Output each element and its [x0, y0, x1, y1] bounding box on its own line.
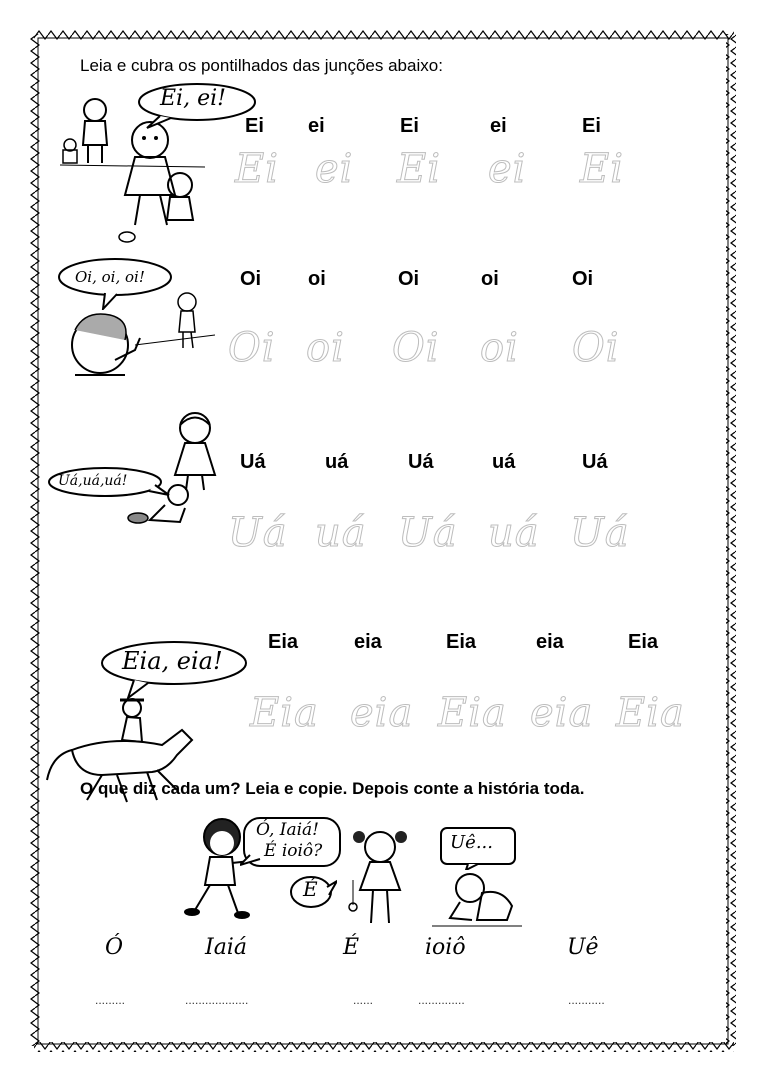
speech-bubble-girl-text: É: [303, 877, 318, 901]
speech-bubble-eia-text: Eia, eia!: [122, 647, 223, 675]
copy-line-2[interactable]: ...................: [185, 993, 249, 1007]
trace-eia-4: eia: [530, 690, 594, 736]
trace-ua-4: uá: [488, 510, 540, 556]
copy-line-1[interactable]: .........: [95, 993, 126, 1007]
word-ei-5: Ei: [582, 115, 601, 137]
trace-eia-5: Eia: [616, 690, 685, 736]
crawling-baby-illustration: [432, 868, 522, 930]
trace-eia-1: Eia: [250, 690, 319, 736]
trace-ei-3: Ei: [397, 146, 441, 192]
word-ua-2: uá: [325, 451, 349, 473]
copy-word-3: É: [343, 935, 360, 960]
speech-bubble-ei-text: Ei, ei!: [160, 86, 226, 111]
copy-line-5[interactable]: ...........: [568, 993, 605, 1007]
copy-word-2: Iaiá: [205, 935, 247, 960]
word-eia-4: eia: [536, 631, 564, 653]
girl-with-pigtails-illustration: [345, 825, 415, 930]
trace-oi-3: Oi: [392, 325, 440, 371]
trace-ei-4: ei: [488, 146, 527, 192]
word-eia-5: Eia: [628, 631, 659, 653]
trace-oi-2: oi: [306, 325, 345, 371]
story-question: O que diz cada um? Leia e copie. Depois conte a história toda.: [80, 779, 585, 798]
word-eia-2: eia: [354, 631, 382, 653]
speech-bubble-baby-text: Uê...: [450, 832, 493, 853]
trace-oi-5: Oi: [572, 325, 620, 371]
word-ei-1: Ei: [245, 115, 264, 137]
boy-waving-illustration: [55, 290, 215, 390]
trace-ua-2: uá: [315, 510, 367, 556]
trace-eia-3: Eia: [438, 690, 507, 736]
word-oi-3: Oi: [398, 268, 420, 290]
trace-ua-1: Uá: [228, 510, 288, 556]
instruction-text: Leia e cubra os pontilhados das junções abaixo:: [80, 56, 443, 75]
copy-word-4: ioiô: [425, 935, 466, 960]
trace-ua-5: Uá: [570, 510, 630, 556]
word-ua-4: uá: [492, 451, 516, 473]
word-eia-3: Eia: [446, 631, 477, 653]
word-ua-5: Uá: [582, 451, 608, 473]
speech-bubble-boy-line1: Ó, Iaiá!: [256, 820, 320, 840]
trace-oi-4: oi: [480, 325, 519, 371]
copy-line-3[interactable]: ......: [353, 993, 374, 1007]
trace-ei-1: Ei: [235, 146, 279, 192]
word-oi-2: oi: [308, 268, 326, 290]
copy-word-1: Ó: [105, 935, 124, 960]
word-oi-1: Oi: [240, 268, 262, 290]
copy-line-4[interactable]: ..............: [418, 993, 465, 1007]
word-eia-1: Eia: [268, 631, 299, 653]
word-oi-5: Oi: [572, 268, 594, 290]
word-ua-1: Uá: [240, 451, 266, 473]
trace-ei-5: Ei: [580, 146, 624, 192]
speech-bubble-oi-text: Oi, oi, oi!: [75, 268, 145, 286]
word-oi-4: oi: [481, 268, 499, 290]
word-ua-3: Uá: [408, 451, 434, 473]
speech-bubble-boy-line2: É ioiô?: [264, 841, 323, 861]
copy-word-5: Uê: [567, 935, 599, 960]
trace-eia-2: eia: [350, 690, 414, 736]
trace-oi-1: Oi: [228, 325, 276, 371]
speech-bubble-ua-text: Uá,uá,uá!: [58, 473, 128, 489]
word-ei-3: Ei: [400, 115, 419, 137]
word-ei-4: ei: [490, 115, 507, 137]
word-ei-2: ei: [308, 115, 325, 137]
trace-ua-3: Uá: [398, 510, 458, 556]
trace-ei-2: ei: [315, 146, 354, 192]
